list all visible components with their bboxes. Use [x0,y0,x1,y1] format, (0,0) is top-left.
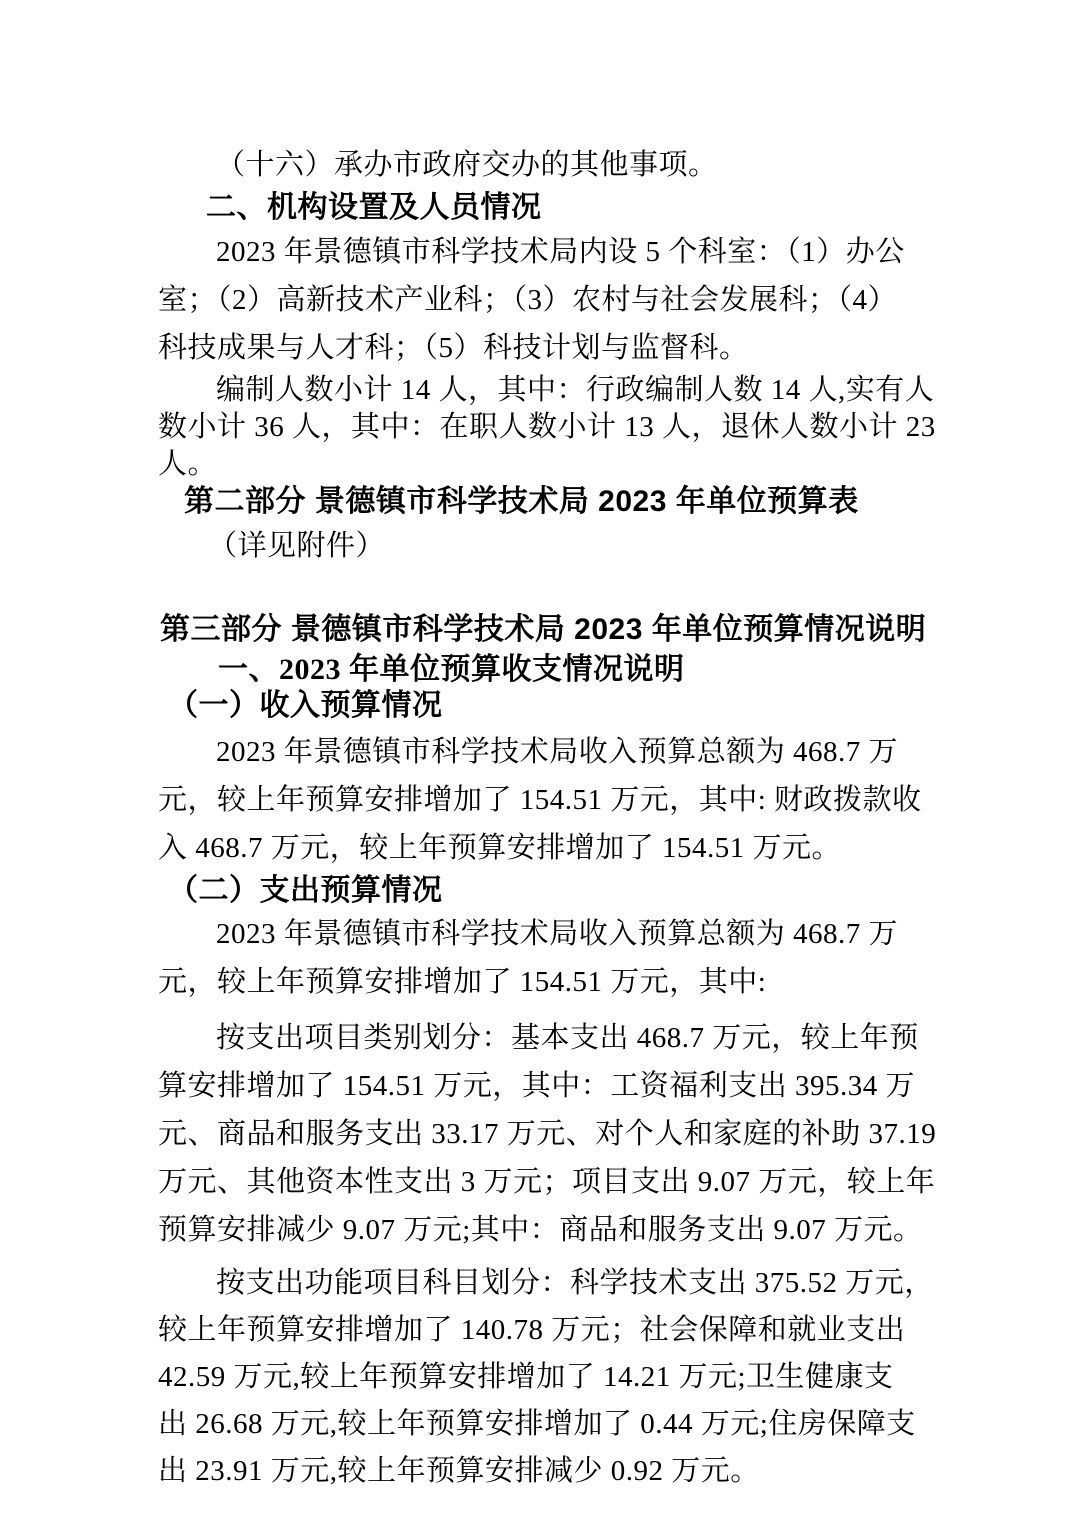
text-line: 室；（2）高新技术产业科；（3）农村与社会发展科；（4） [158,284,898,316]
text-line: 元，较上年预算安排增加了 154.51 万元，其中: 财政拨款收 [158,784,922,816]
text-line: 较上年预算安排增加了 140.78 万元；社会保障和就业支出 [158,1314,906,1346]
text-line: 二、机构设置及人员情况 [206,191,542,224]
text-line: （二）支出预算情况 [168,874,443,907]
text-line: 出 26.68 万元,较上年预算安排增加了 0.44 万元;住房保障支 [158,1408,916,1440]
heading-subsection-expenditure [158,872,920,910]
heading-subsection-income [158,688,920,724]
text-line: 万元、其他资本性支出 3 万元；项目支出 9.07 万元，较上年 [158,1166,936,1198]
text-line: 一、2023 年单位预算收支情况说明 [218,653,685,686]
paragraph-staffing [158,372,936,483]
heading-part-2 [158,483,920,521]
paragraph-expenditure-by-function [158,1260,934,1495]
text-line: 元、商品和服务支出 33.17 万元、对个人和家庭的补助 37.19 [158,1118,937,1150]
text-line: 元，较上年预算安排增加了 154.51 万元，其中: [158,966,767,998]
paragraph-expenditure-by-category [158,1014,937,1254]
heading-part-3 [158,608,927,652]
text-line: 第二部分 景德镇市科学技术局 2023 年单位预算表 [184,485,859,518]
text-line: 按支出功能项目科目划分：科学技术支出 375.52 万元， [216,1267,934,1299]
text-line: 2023 年景德镇市科学技术局收入预算总额为 468.7 万 [216,736,899,768]
text-line: （一）收入预算情况 [168,689,443,722]
text-line: 科技成果与人才科；（5）科技计划与监督科。 [158,332,749,364]
paragraph-departments [158,228,920,372]
text-line: 出 23.91 万元,较上年预算安排减少 0.92 万元。 [158,1455,760,1487]
heading-section-1 [158,652,920,688]
text-line: 算安排增加了 154.51 万元，其中：工资福利支出 395.34 万 [158,1070,916,1102]
text-line: 预算安排减少 9.07 万元;其中：商品和服务支出 9.07 万元。 [158,1214,923,1246]
text-line: 入 468.7 万元，较上年预算安排增加了 154.51 万元。 [158,832,842,864]
text-line: 按支出项目类别划分：基本支出 468.7 万元，较上年预 [216,1022,919,1054]
text-line: 42.59 万元,较上年预算安排增加了 14.21 万元;卫生健康支 [158,1361,894,1393]
text-line: 第三部分 景德镇市科学技术局 2023 年单位预算情况说明 [160,613,927,646]
text-line: 2023 年景德镇市科学技术局内设 5 个科室：（1）办公 [216,236,905,268]
text-line: 人。 [158,448,218,480]
paragraph-expenditure-total [158,910,920,1006]
text-line: 编制人数小计 14 人，其中：行政编制人数 14 人,实有人 [216,374,935,406]
list-item-16 [158,142,920,188]
text-line: （十六）承办市政府交办的其他事项。 [216,149,718,181]
heading-section-2 [158,188,920,228]
text-line: （详见附件） [208,530,386,562]
paragraph-income-budget [158,728,920,872]
text-line: 2023 年景德镇市科学技术局收入预算总额为 468.7 万 [216,918,899,950]
document-body [158,142,937,1495]
paragraph-attachment-note [158,521,920,571]
text-line: 数小计 36 人，其中：在职人数小计 13 人，退休人数小计 23 [158,411,936,443]
